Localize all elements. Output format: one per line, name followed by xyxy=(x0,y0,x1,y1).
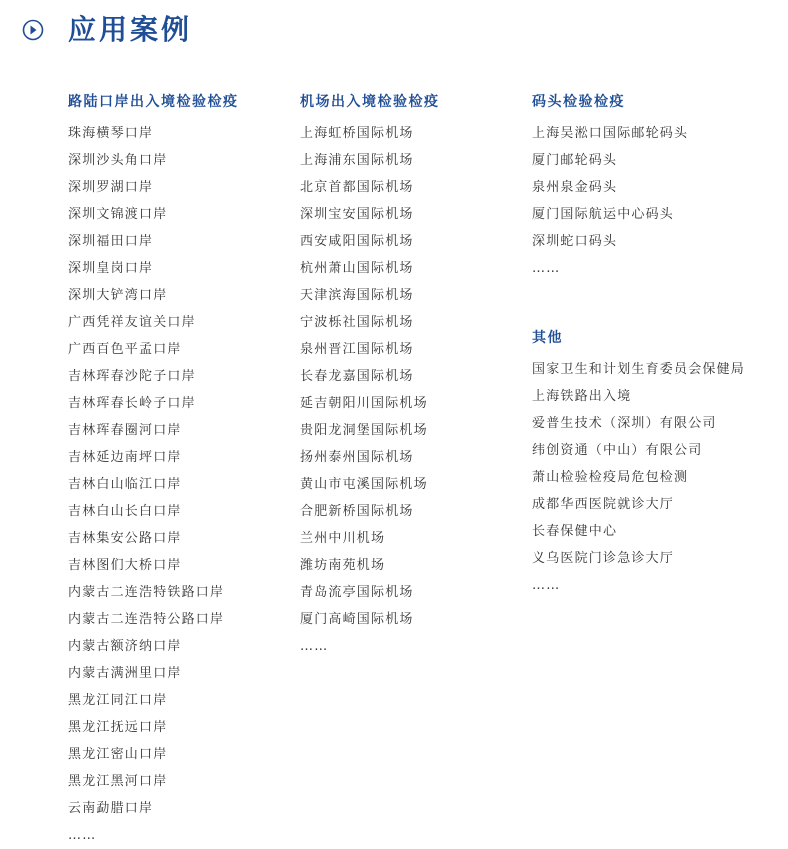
list-item: 吉林珲春长岭子口岸 xyxy=(68,396,196,411)
section-title-land-ports: 路陆口岸出入境检验检疫 xyxy=(68,94,239,110)
list-item: 黑龙江密山口岸 xyxy=(68,747,168,762)
list-item: 深圳蛇口码头 xyxy=(532,234,618,249)
list-item: 内蒙古二连浩特铁路口岸 xyxy=(68,585,225,600)
list-item: 上海吴淞口国际邮轮码头 xyxy=(532,126,689,141)
column-land-ports xyxy=(68,92,239,849)
list-item: 泉州晋江国际机场 xyxy=(300,342,414,357)
list-item: 深圳文锦渡口岸 xyxy=(68,207,168,222)
list-item: 上海浦东国际机场 xyxy=(300,153,414,168)
list-item: 上海铁路出入境 xyxy=(532,389,632,404)
list-item: 兰州中川机场 xyxy=(300,531,386,546)
list-item: 深圳福田口岸 xyxy=(68,234,154,249)
list-item: 珠海横琴口岸 xyxy=(68,126,154,141)
list-item: …… xyxy=(532,261,561,276)
list-item: 吉林珲春沙陀子口岸 xyxy=(68,369,196,384)
list-item: 成都华西医院就诊大厅 xyxy=(532,497,675,512)
other-list xyxy=(532,356,745,599)
list-item: 北京首都国际机场 xyxy=(300,180,414,195)
list-item: 义乌医院门诊急诊大厅 xyxy=(532,551,675,566)
list-item: 吉林白山长白口岸 xyxy=(68,504,182,519)
list-item: 吉林白山临江口岸 xyxy=(68,477,182,492)
list-item: 长春龙嘉国际机场 xyxy=(300,369,414,384)
list-item: 深圳皇岗口岸 xyxy=(68,261,154,276)
list-item: 贵阳龙洞堡国际机场 xyxy=(300,423,428,438)
list-item: 吉林图们大桥口岸 xyxy=(68,558,182,573)
list-item: 深圳罗湖口岸 xyxy=(68,180,154,195)
list-item: 上海虹桥国际机场 xyxy=(300,126,414,141)
list-item: …… xyxy=(300,639,329,654)
list-item: 萧山检验检疫局危包检测 xyxy=(532,470,689,485)
list-item: 黄山市屯溪国际机场 xyxy=(300,477,428,492)
list-item: 厦门国际航运中心码头 xyxy=(532,207,675,222)
list-item: …… xyxy=(532,578,561,593)
list-item: 云南勐腊口岸 xyxy=(68,801,154,816)
page-title: 应用案例 xyxy=(68,13,193,46)
list-item: 内蒙古满洲里口岸 xyxy=(68,666,182,681)
section-title-other: 其他 xyxy=(532,330,563,346)
list-item: …… xyxy=(68,828,97,843)
list-item: 青岛流亭国际机场 xyxy=(300,585,414,600)
list-item: 纬创资通（中山）有限公司 xyxy=(532,443,703,458)
list-item: 深圳宝安国际机场 xyxy=(300,207,414,222)
list-item: 杭州萧山国际机场 xyxy=(300,261,414,276)
circle-arrow-right-icon xyxy=(22,19,44,41)
list-item: 西安咸阳国际机场 xyxy=(300,234,414,249)
land-ports-list xyxy=(68,120,239,849)
list-item: 广西凭祥友谊关口岸 xyxy=(68,315,196,330)
list-item: 厦门高崎国际机场 xyxy=(300,612,414,627)
list-item: 爱普生技术（深圳）有限公司 xyxy=(532,416,717,431)
page-header xyxy=(22,10,193,50)
docks-list xyxy=(532,120,745,282)
column-docks-and-other xyxy=(532,92,745,599)
list-item: 合肥新桥国际机场 xyxy=(300,504,414,519)
list-item: 深圳大铲湾口岸 xyxy=(68,288,168,303)
list-item: 深圳沙头角口岸 xyxy=(68,153,168,168)
section-title-docks: 码头检验检疫 xyxy=(532,94,625,110)
list-item: 宁波栎社国际机场 xyxy=(300,315,414,330)
list-item: 黑龙江同江口岸 xyxy=(68,693,168,708)
list-item: 黑龙江抚远口岸 xyxy=(68,720,168,735)
list-item: 国家卫生和计划生育委员会保健局 xyxy=(532,362,746,377)
list-item: 潍坊南苑机场 xyxy=(300,558,386,573)
list-item: 内蒙古二连浩特公路口岸 xyxy=(68,612,225,627)
section-title-airports: 机场出入境检验检疫 xyxy=(300,94,440,110)
list-item: 扬州泰州国际机场 xyxy=(300,450,414,465)
list-item: 泉州泉金码头 xyxy=(532,180,618,195)
list-item: 吉林延边南坪口岸 xyxy=(68,450,182,465)
list-item: 厦门邮轮码头 xyxy=(532,153,618,168)
list-item: 吉林珲春圈河口岸 xyxy=(68,423,182,438)
list-item: 广西百色平孟口岸 xyxy=(68,342,182,357)
list-item: 长春保健中心 xyxy=(532,524,618,539)
list-item: 吉林集安公路口岸 xyxy=(68,531,182,546)
list-item: 延吉朝阳川国际机场 xyxy=(300,396,428,411)
list-item: 内蒙古额济纳口岸 xyxy=(68,639,182,654)
list-item: 黑龙江黑河口岸 xyxy=(68,774,168,789)
column-airports xyxy=(300,92,440,660)
list-item: 天津滨海国际机场 xyxy=(300,288,414,303)
airports-list xyxy=(300,120,440,660)
